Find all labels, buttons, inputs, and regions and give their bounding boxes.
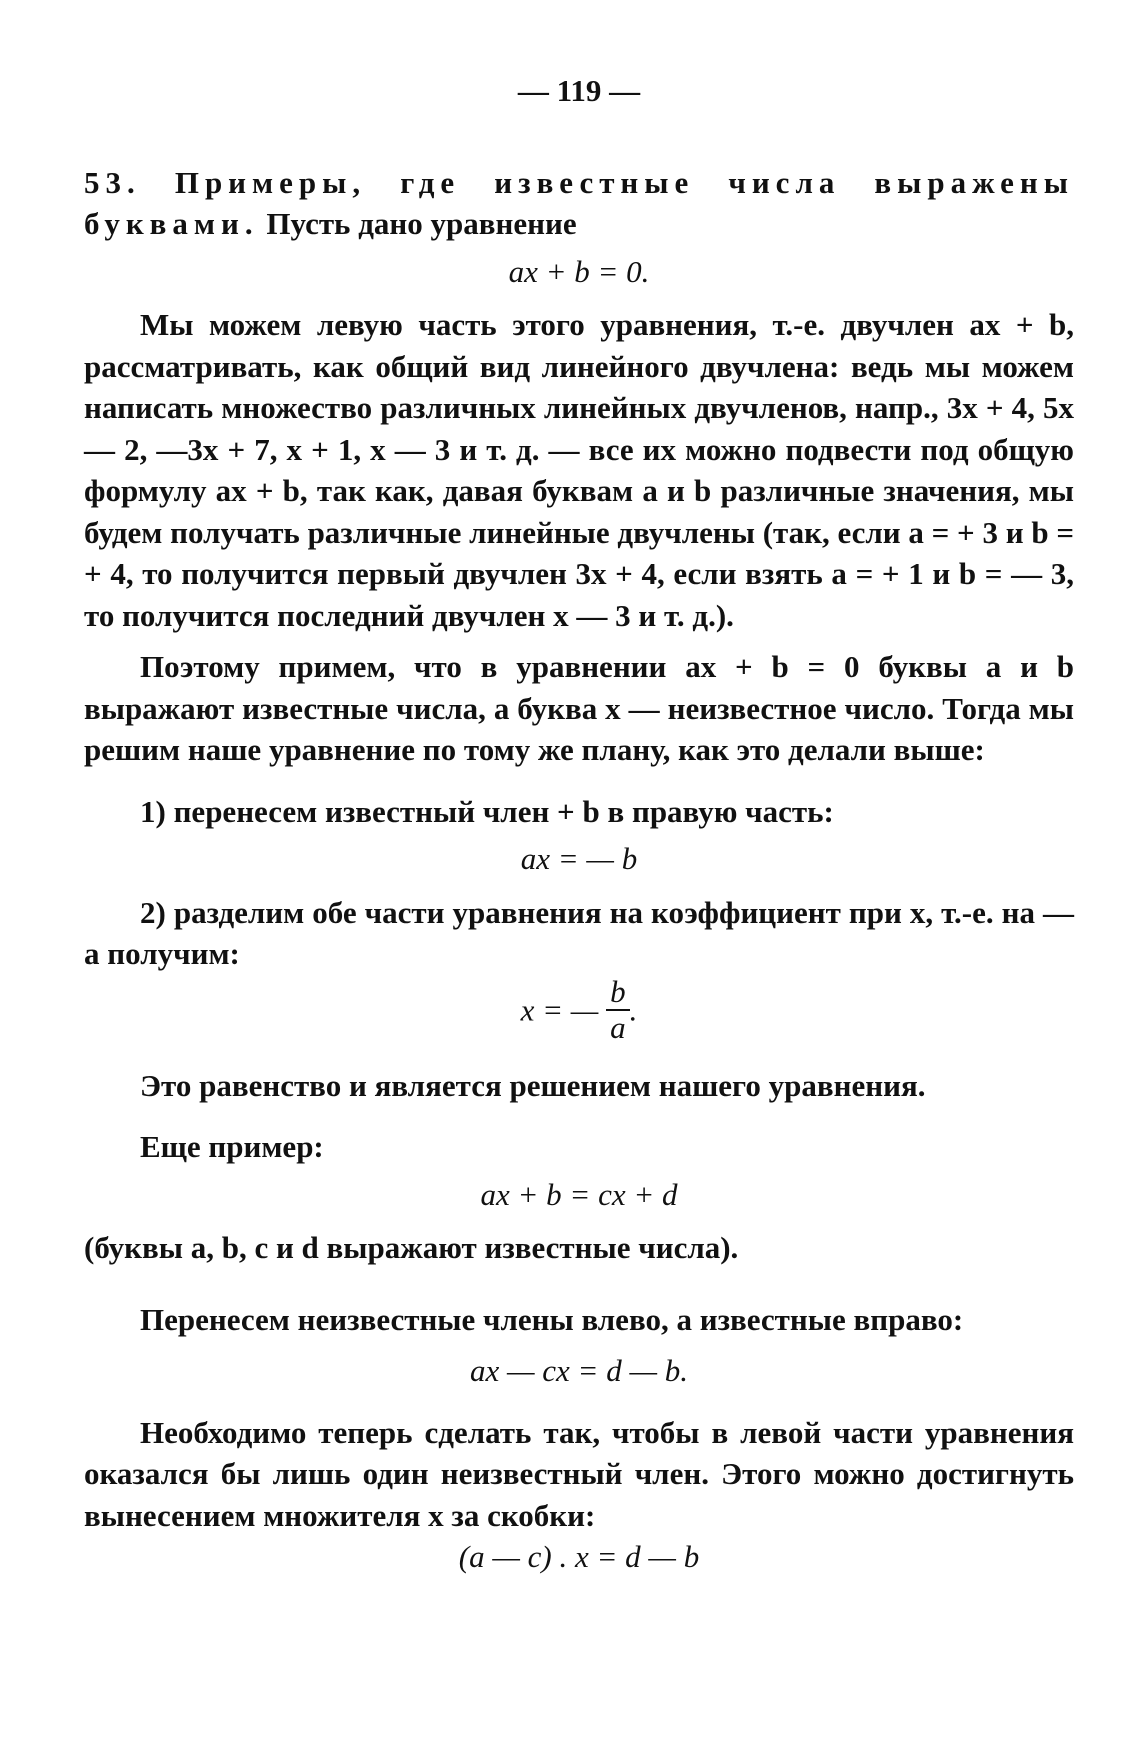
section-intro-text: Пусть дано уравнение: [266, 206, 577, 241]
paragraph-transfer-terms: Перенесем неизвестные члены влево, а известные вправо:: [140, 1301, 964, 1337]
fraction-numerator: b: [606, 975, 630, 1011]
fraction-end: .: [629, 991, 638, 1027]
equation-ax-minus-b: ax = — b: [520, 841, 638, 876]
equation-ax-plus-b: ax + b = 0.: [508, 253, 650, 289]
page-number: — 119 —: [517, 73, 641, 108]
paragraph-another-example: Еще пример:: [140, 1129, 324, 1164]
equation-ax-minus-cx: ax — cx = d — b.: [469, 1353, 689, 1388]
section-heading: 53. Примеры, где известные числа выражены буквами.: [84, 164, 1074, 241]
step-2-divide: 2) разделим обе части уравнения на коэффициент при x, т.-е. на — a получим:: [84, 894, 1074, 971]
paragraph-known-letters: (буквы a, b, c и d выражают известные числа).: [84, 1230, 739, 1265]
book-page: [84, 70, 1074, 1590]
paragraph-factor-out: Необходимо теперь сделать так, чтобы в левой части уравнения оказался бы лишь один неизвестный член. Этого можно достигнуть вынесением множителя x за скобки:: [84, 1414, 1074, 1533]
paragraph-linear-binomial: Мы можем левую часть этого уравнения, т.-е. двучлен ax + b, рассматривать, как общий вид линейного двучлена: ведь мы можем написать множество различных линейных двучленов, напр., 3x + 4, 5x — 2, —3x + 7, x + 1, x — 3 и т. д. — все их можно подвести под общую формулу ax + b, так как, давая буквам a и b различные значения, мы будем получать различные линейные двучлены (так, если a = + 3 и b = + 4, то получится первый двучлен 3x + 4, если взять a = + 1 и b = — 3, то получится последний двучлен x — 3 и т. д.).: [84, 307, 1074, 633]
paragraph-solution-plan: Поэтому примем, что в уравнении ax + b = 0 буквы a и b выражают известные числа, а буква x — неизвестное число. Тогда мы решим наше уравнение по тому же плану, как это делали выше:: [84, 649, 1074, 767]
fraction-denominator: a: [610, 1009, 626, 1045]
section-53-intro: [84, 162, 1074, 245]
paragraph-solution-statement: Это равенство и является решением нашего уравнения.: [140, 1067, 926, 1103]
fraction: [606, 975, 630, 1045]
equation-ax-b-cx-d: ax + b = cx + d: [480, 1176, 678, 1212]
equation-x-fraction: [84, 975, 1074, 1045]
fraction-lhs: x = —: [520, 991, 599, 1027]
equation-factored: (a — c) . x = d — b: [458, 1539, 700, 1574]
step-1-transfer: 1) перенесем известный член + b в правую часть:: [140, 793, 834, 829]
